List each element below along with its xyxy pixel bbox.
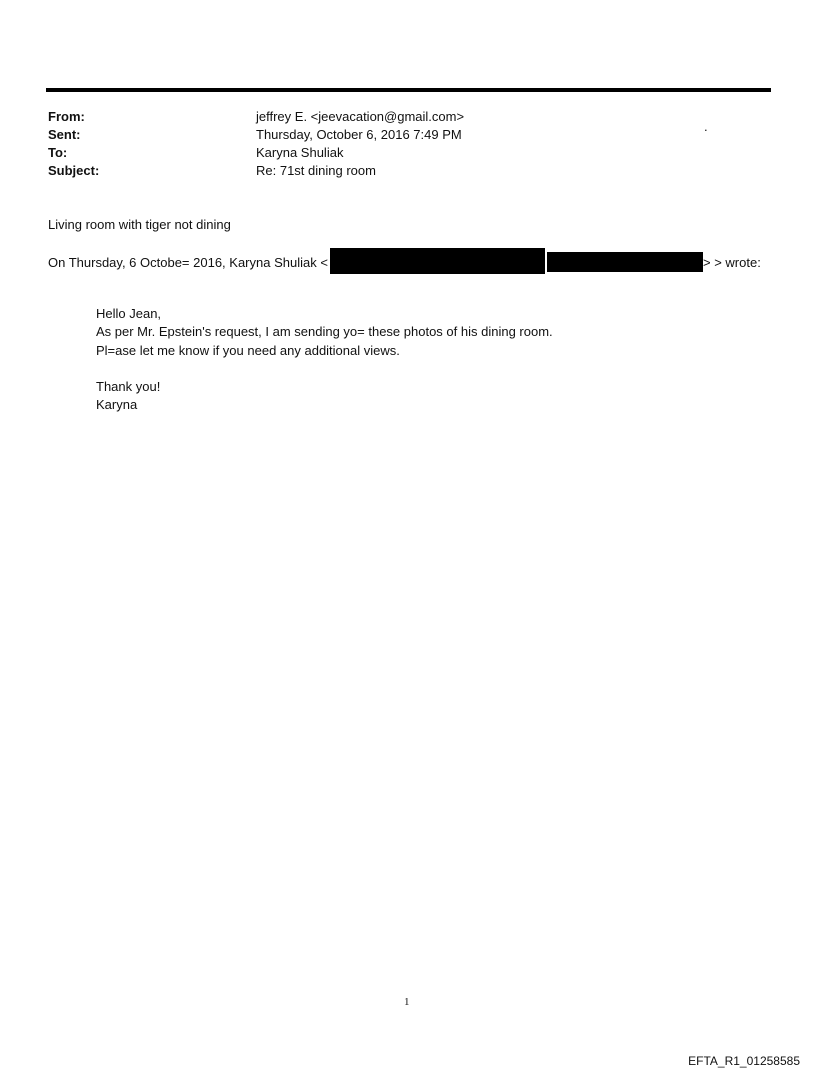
quoted-line: Pl=ase let me know if you need any additional views. <box>96 343 400 358</box>
quote-intro-suffix: > > wrote: <box>703 255 761 270</box>
quoted-line: As per Mr. Epstein's request, I am sending yo= these photos of his dining room. <box>96 324 553 339</box>
to-value: Karyna Shuliak <box>256 145 344 160</box>
subject-value: Re: 71st dining room <box>256 163 376 178</box>
reply-text: Living room with tiger not dining <box>48 217 231 232</box>
quoted-greeting: Hello Jean, <box>96 306 162 321</box>
quote-intro-prefix: On Thursday, 6 Octobe= 2016, Karyna Shuliak < <box>48 255 328 270</box>
redaction-box <box>547 252 703 272</box>
stray-mark: . <box>704 119 708 134</box>
quoted-signature: Karyna <box>96 397 138 412</box>
sent-value: Thursday, October 6, 2016 7:49 PM <box>256 127 462 142</box>
quoted-thanks: Thank you! <box>96 379 161 394</box>
redaction-box <box>330 248 545 274</box>
sent-label: Sent: <box>48 127 81 142</box>
from-value: jeffrey E. <jeevacation@gmail.com> <box>256 109 465 124</box>
document-id: EFTA_R1_01258585 <box>688 1054 800 1068</box>
from-label: From: <box>48 109 85 124</box>
to-label: To: <box>48 145 68 160</box>
page-number: 1 <box>404 996 410 1008</box>
subject-label: Subject: <box>48 163 100 178</box>
header-rule <box>46 88 771 92</box>
